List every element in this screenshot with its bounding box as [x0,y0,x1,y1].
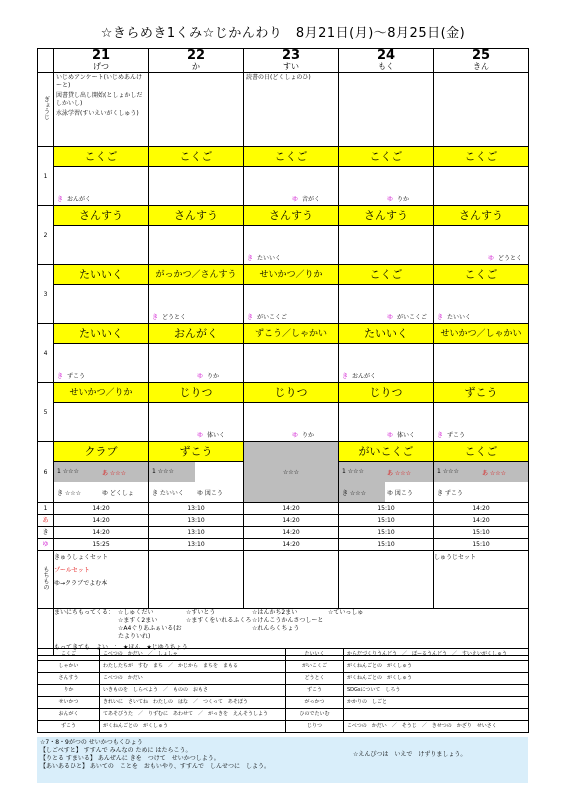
mochimono-tue [149,551,244,609]
period-cell [54,324,149,383]
guide-subject: たいいく [286,649,344,661]
life-goals-footer: ☆7・8・9がつの せいかつもくひょう 【しごべすと】 すすんで みんなの ために はたらこう。 【りとる すまいる】 あんぜんに きを つけて せいかつしよう。 【あいあるひと】 あいての ことを おもいやり、すすんで しんせつに しよう。 ☆えんぴつは いえで けずりましょう。 [37,737,528,783]
dismissal-time: 15:10 [339,503,434,515]
period-cell [149,383,244,442]
dismissal-time: 14:20 [244,503,339,515]
day-header-tue: 22 か [149,49,244,73]
subject-label: せいかつ／りか [244,265,338,285]
subject-label: こくご [339,265,433,285]
guide-subject: りか [38,685,100,697]
guide-content: SDGsについて しろう [344,685,529,697]
guide-content: がくねんごとの がくしゅう [344,673,529,685]
guide-row [38,673,529,685]
period-row [38,206,529,265]
guide-content: こべつの かだい ／ しょしゃ [100,649,286,661]
gyoji-thu [339,73,434,147]
subject-label: たいいく [54,324,148,344]
guide-subject: ずこう [38,721,100,733]
period-cell [434,147,529,206]
mochimono-thu [339,551,434,609]
subject-label: さんすう [149,206,243,226]
guide-content: わたしたちが すむ まち ／ かじから まちを まもる [100,661,286,673]
guide-subject: こくご [38,649,100,661]
group-note: き おんがく [342,373,377,380]
guide-subject: どうとく [286,673,344,685]
day-header-thu: 24 もく [339,49,434,73]
group-key: ゆ [38,539,54,551]
period-cell [339,206,434,265]
dismissal-time: 14:20 [244,539,339,551]
page-title: ☆きらめき1くみ☆じかんわり 8月21日(月)～8月25日(金) [100,26,466,41]
dismissal-time: 14:20 [54,503,149,515]
dismissal-time: 15:10 [339,539,434,551]
period-cell [149,147,244,206]
period-6-thu: がいこくご 1 ☆☆☆ あ ☆☆☆ き ☆☆☆ ゆ 図こう [339,442,434,503]
subject-label: せいかつ／しゃかい [434,324,528,344]
subject-label: こくご [434,265,528,285]
period-cell [54,206,149,265]
dismissal-time: 14:20 [434,503,529,515]
period-number: 2 [38,206,54,265]
dismissal-time: 14:20 [244,527,339,539]
period-6-number: 6 [38,442,54,503]
guide-subject: じりつ [286,721,344,733]
mochimono-fri: しゅうじセット [434,551,529,609]
dismissal-row [38,539,529,551]
group-note: ゆ りか [292,432,315,439]
mochimono-row [38,551,529,609]
period-cell [149,324,244,383]
gyoji-row [38,73,529,147]
day-header-wed: 23 すい [244,49,339,73]
subject-label: たいいく [54,265,148,285]
mochimono-mon: きゅうしょくセット プールセット ゆ→クラブでよむ本 [54,551,149,609]
period-number: 3 [38,265,54,324]
period-cell [434,206,529,265]
day-header-fri: 25 きん [434,49,529,73]
period-cell [434,383,529,442]
gyoji-label: ぎょうじ [38,73,54,147]
guide-content: きれいに さいてね わたしの はな ／ つくって あそぼう [100,697,286,709]
subject-label: こくご [339,147,433,167]
subject-label: さんすう [339,206,433,226]
subject-label: さんすう [244,206,338,226]
gyoji-fri [434,73,529,147]
period-cell [339,324,434,383]
subject-label: がっかつ／さんすう [149,265,243,285]
period-cell [149,265,244,324]
dismissal-time: 14:20 [54,515,149,527]
period-row [38,147,529,206]
group-key: き [38,527,54,539]
guide-subject: がっかつ [286,697,344,709]
group-note: ゆ がいこくご [387,314,428,321]
period-6-tue: ずこう 1 ☆☆☆ き たいいく ゆ 図こう [149,442,244,503]
dismissal-row [38,515,529,527]
period-cell [434,324,529,383]
guide-subject: ひのでたいむ [286,709,344,721]
dismissal-time: 15:10 [434,539,529,551]
guide-row [38,685,529,697]
group-note: き おんがく [57,196,92,203]
gyoji-mon: いじめアンケート(いじめあんけーと) 図書貸し出し開始(としょかしだしかいし) 水泳学習(すいえいがくしゅう) [54,73,149,147]
guide-subject: がいこくご [286,661,344,673]
subject-label: こくご [149,147,243,167]
dismissal-time: 15:10 [339,515,434,527]
guide-content: こべつの かだい [100,673,286,685]
group-note: ゆ どうとく [487,255,522,262]
period-6-mon: クラブ 1 ☆☆☆ あ ☆☆☆ き ☆☆☆ ゆ どくしょ [54,442,149,503]
group-note: き どうとく [152,314,187,321]
group-note: ゆ 体いく [387,432,416,439]
dismissal-times [38,503,529,551]
periods-body [38,147,529,442]
guide-row [38,721,529,733]
belongings-notes: まいにちもってくる： ☆しゅくだい ☆ますく2まい ☆A4ぐりあふぁいる(おたよりいれ) ☆すいとう ☆ますくをいれるふくろ ☆はんかち2まい ☆けんこうかんさつしーと ☆れんらくちょう ☆ていっしゅ もってきても よい ： ★ほん ★じゆうちょう [54,609,529,656]
guide-subject: しゃかい [38,661,100,673]
subject-label: ずこう／しゃかい [244,324,338,344]
period-cell [54,383,149,442]
guide-subject: せいかつ [38,697,100,709]
guide-content: こべつの かだい ／ そうじ ／ きせつの かざり せいさく [344,721,529,733]
period-cell [54,265,149,324]
subject-label: ずこう [434,383,528,403]
period-number: 1 [38,147,54,206]
dismissal-time: 14:20 [434,515,529,527]
guide-subject: さんすう [38,673,100,685]
subject-label: こくご [244,147,338,167]
dismissal-time: 15:25 [54,539,149,551]
timetable [37,48,529,656]
guide-content: いきものを しらべよう ／ ものの おもさ [100,685,286,697]
group-note: き たいいく [247,255,282,262]
period-cell [149,206,244,265]
period-6-fri: こくご 1 ☆☆☆ あ ☆☆☆ き ずこう [434,442,529,503]
group-note: ゆ 体いく [197,432,226,439]
period-cell [244,206,339,265]
dismissal-time: 13:10 [149,515,244,527]
period-row [38,383,529,442]
day-header-mon: 21 げつ [54,49,149,73]
period-cell [339,265,434,324]
group-note: ゆ りか [387,196,410,203]
period-6-row [38,442,529,503]
dismissal-row [38,527,529,539]
subject-label: せいかつ／りか [54,383,148,403]
subject-label: さんすう [54,206,148,226]
dismissal-row [38,503,529,515]
corner-cell [38,49,54,73]
mochimono-wed [244,551,339,609]
period-cell [434,265,529,324]
learning-guide [37,648,529,733]
period-cell [339,147,434,206]
group-note: き がいこくご [247,314,288,321]
subject-label: こくご [54,147,148,167]
subject-label: じりつ [339,383,433,403]
dismissal-time: 13:10 [149,527,244,539]
day-header-row [38,49,529,73]
gyoji-tue [149,73,244,147]
group-key: 1 [38,503,54,515]
period-row [38,324,529,383]
period-6-wed: ☆☆☆ [244,442,339,503]
period-cell [54,147,149,206]
group-note: き ずこう [437,432,466,439]
guide-row [38,709,529,721]
period-row [38,265,529,324]
subject-label: こくご [434,147,528,167]
dismissal-time: 14:20 [54,527,149,539]
guide-content: からだづくりうんどう ／ ぼーるうんどう ／ すいえいがくしゅう [344,649,529,661]
mochimono-label: もちもの [38,551,54,609]
period-cell [244,147,339,206]
group-key: あ [38,515,54,527]
group-note: ゆ りか [197,373,220,380]
dismissal-time: 14:20 [244,515,339,527]
dismissal-time: 15:10 [434,527,529,539]
guide-content: てあそびうた ／ りずむに あわせて ／ がっきを えんそうしよう [100,709,286,721]
dismissal-time: 13:10 [149,539,244,551]
subject-label: さんすう [434,206,528,226]
dismissal-time: 15:10 [339,527,434,539]
subject-label: おんがく [149,324,243,344]
period-cell [244,383,339,442]
dismissal-time: 13:10 [149,503,244,515]
guide-subject: おんがく [38,709,100,721]
guide-row [38,697,529,709]
guide-content: がくねんごとの がくしゅう [100,721,286,733]
period-cell [339,383,434,442]
guide-content: かかりの しごと [344,697,529,709]
subject-label: じりつ [244,383,338,403]
period-number: 4 [38,324,54,383]
subject-label: たいいく [339,324,433,344]
period-cell [244,324,339,383]
period-cell [244,265,339,324]
gyoji-wed: 読書の日(どくしょのひ) [244,73,339,147]
group-note: ゆ 音がく [292,196,321,203]
guide-subject: ずこう [286,685,344,697]
guide-row [38,661,529,673]
subject-label: じりつ [149,383,243,403]
guide-content [344,709,529,721]
period-number: 5 [38,383,54,442]
group-note: き ずこう [57,373,86,380]
group-note: き たいいく [437,314,472,321]
guide-row [38,649,529,661]
guide-content: がくねんごとの がくしゅう [344,661,529,673]
